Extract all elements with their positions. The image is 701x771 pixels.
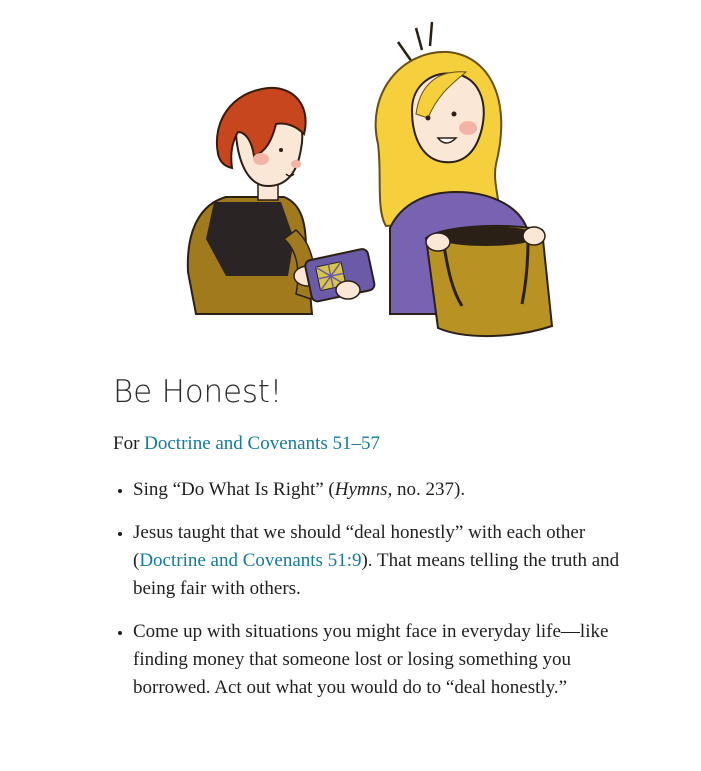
illustration-children-honesty xyxy=(176,14,566,354)
list-item: • Sing “Do What Is Right” (Hymns, no. 237). xyxy=(133,476,643,504)
list-item: • Come up with situations you might face in everyday life—like finding money that someone lost or losing something you borrowed. Act out what you would do to “deal honestly.” xyxy=(133,618,643,702)
scripture-verse-link[interactable]: Doctrine and Covenants 51:9 xyxy=(139,550,362,571)
scripture-reference xyxy=(113,433,380,455)
scripture-link[interactable]: Doctrine and Covenants 51–57 xyxy=(144,433,381,454)
list-item: • Jesus taught that we should “deal honestly” with each other (Doctrine and Covenants 51:9). That means telling the truth and being fair with others. xyxy=(133,519,643,603)
page-title: Be Honest! xyxy=(113,374,282,410)
for-label: For xyxy=(113,433,145,454)
activity-list xyxy=(113,476,643,717)
hymns-title: Hymns, xyxy=(334,479,393,500)
